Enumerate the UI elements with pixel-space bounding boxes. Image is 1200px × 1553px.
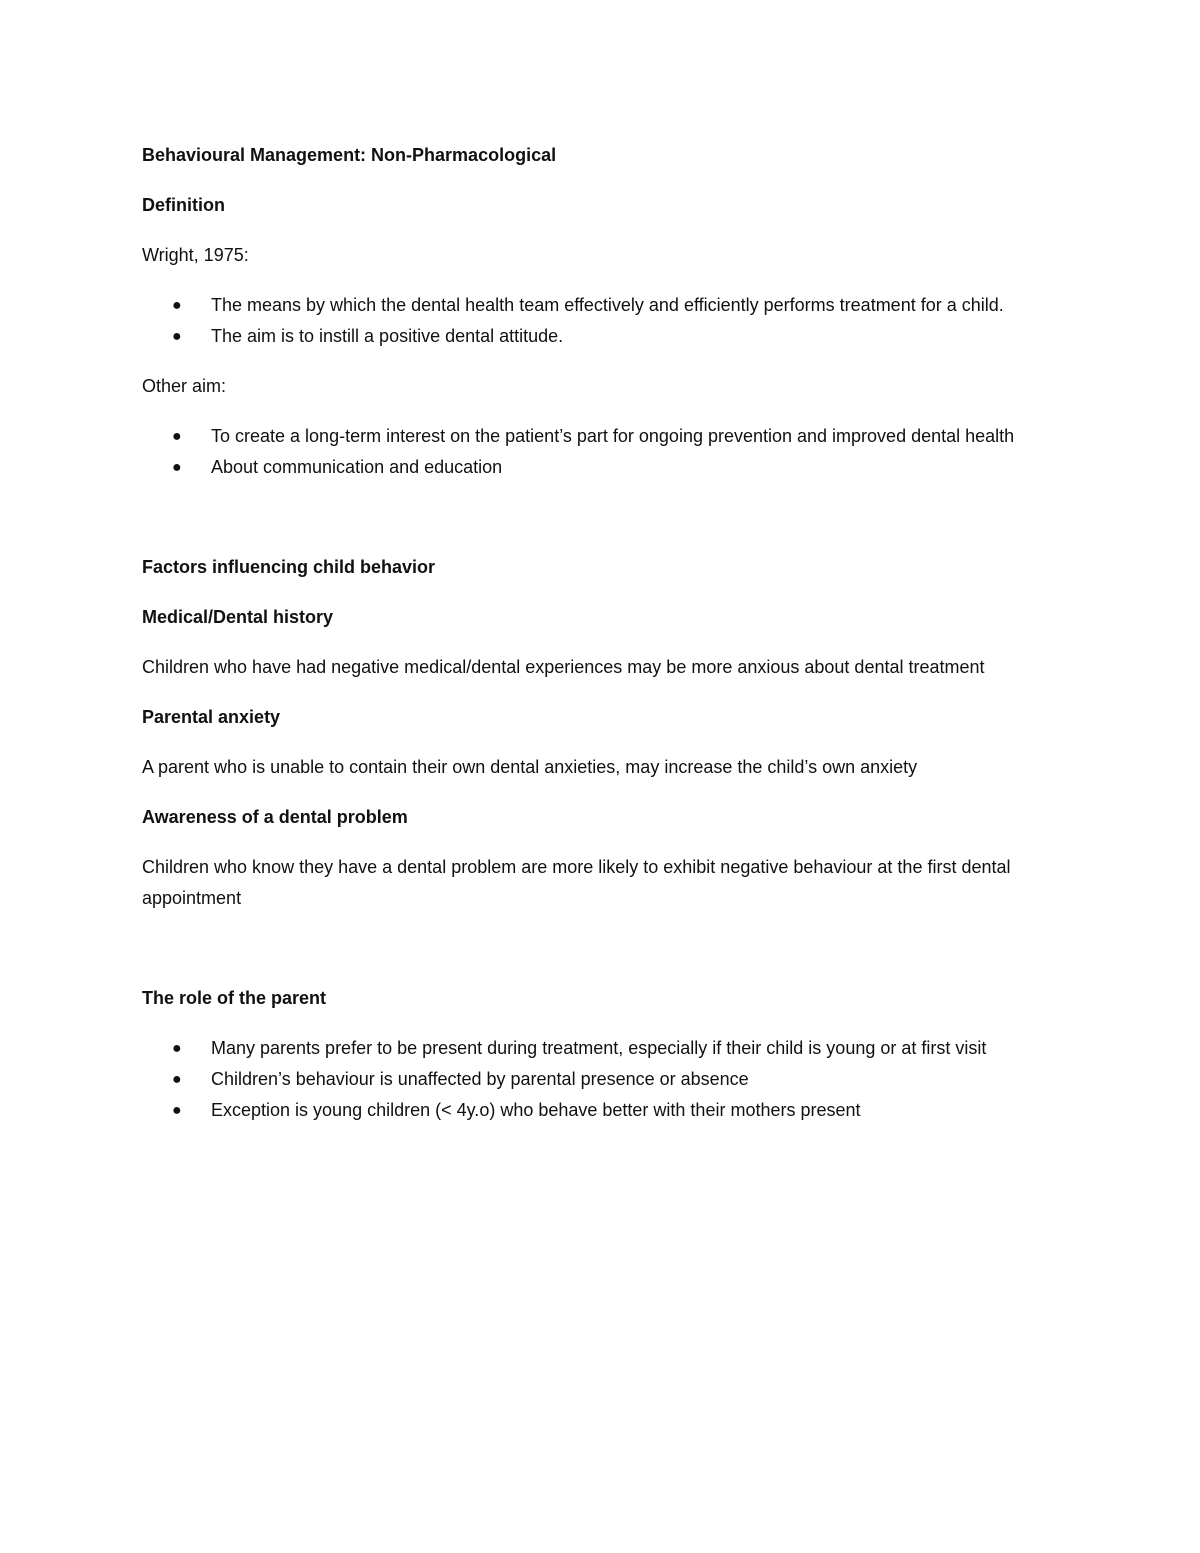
role-heading: The role of the parent: [142, 988, 327, 1008]
awareness-heading: Awareness of a dental problem: [142, 807, 408, 827]
factors-heading: Factors influencing child behavior: [142, 557, 436, 577]
medical-text: Children who have had negative medical/dental experiences may be more anxious about dental treatment: [142, 657, 985, 677]
awareness-text: Children who know they have a dental problem are more likely to exhibit negative behaviour at the first dental appointment: [142, 857, 1011, 908]
definition-heading: Definition: [142, 195, 225, 215]
list-item-text: Many parents prefer to be present during treatment, especially if their child is young or at first visit: [211, 1038, 987, 1058]
bullet-icon: ●: [172, 428, 182, 445]
spacer: [142, 933, 1062, 983]
wright-bullet-list: [142, 290, 1062, 352]
other-aim-bullet-list: [142, 421, 1062, 483]
list-item: [142, 1033, 1062, 1064]
parental-heading: Parental anxiety: [142, 707, 281, 727]
bullet-icon: ●: [172, 328, 182, 345]
other-aim-label: Other aim:: [142, 376, 227, 396]
spacer: [142, 502, 1062, 552]
parental-text: A parent who is unable to contain their own dental anxieties, may increase the child’s own anxiety: [142, 757, 918, 777]
list-item: [142, 321, 1062, 352]
list-item: [142, 421, 1062, 452]
list-item-text: Exception is young children (< 4y.o) who behave better with their mothers present: [211, 1100, 861, 1120]
medical-heading: Medical/Dental history: [142, 607, 334, 627]
list-item-text: About communication and education: [211, 457, 503, 477]
list-item-text: The aim is to instill a positive dental attitude.: [211, 326, 564, 346]
list-item-text: Children’s behaviour is unaffected by parental presence or absence: [211, 1069, 749, 1089]
list-item: [142, 452, 1062, 483]
bullet-icon: ●: [172, 1040, 182, 1057]
bullet-icon: ●: [172, 297, 182, 314]
list-item-text: To create a long-term interest on the patient’s part for ongoing prevention and improved dental health: [211, 426, 1015, 446]
role-bullet-list: [142, 1033, 1062, 1126]
bullet-icon: ●: [172, 459, 182, 476]
list-item: [142, 1064, 1062, 1095]
document-body: [142, 140, 1062, 1145]
list-item: [142, 290, 1062, 321]
wright-label: Wright, 1975:: [142, 245, 249, 265]
list-item: [142, 1095, 1062, 1126]
bullet-icon: ●: [172, 1071, 182, 1088]
document-title: Behavioural Management: Non-Pharmacological: [142, 145, 557, 165]
bullet-icon: ●: [172, 1102, 182, 1119]
list-item-text: The means by which the dental health team effectively and efficiently performs treatment for a child.: [211, 295, 1004, 315]
